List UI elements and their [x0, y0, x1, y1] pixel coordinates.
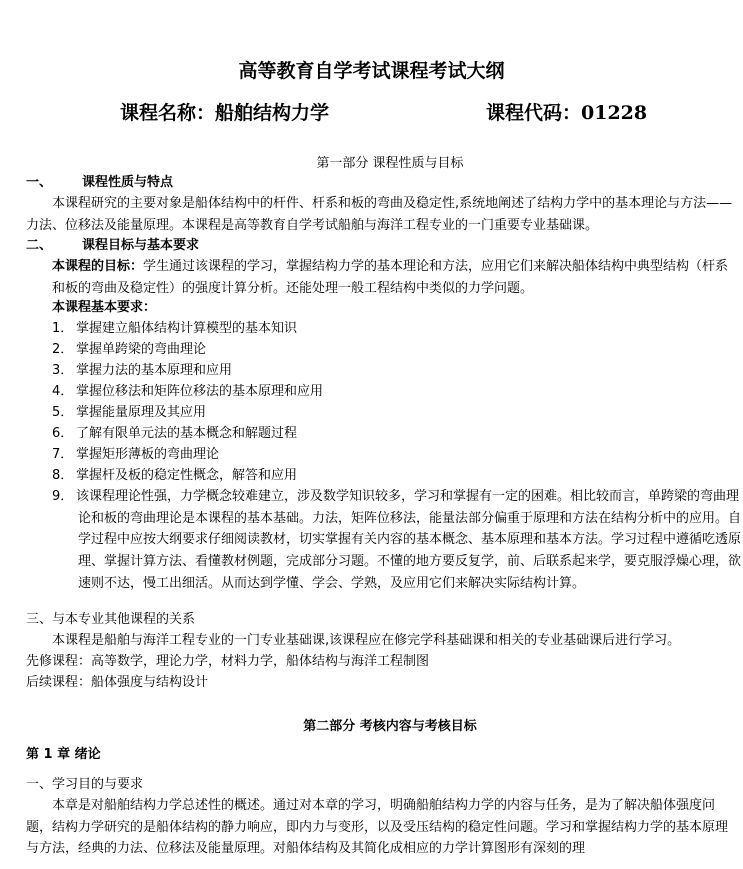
- section3-text: 本课程是船舶与海洋工程专业的一门专业基础课,该课程应在修完学科基础课和相关的专业基础课后进行学习。: [52, 633, 681, 648]
- chapter-title: 第 1 章 绪论: [26, 747, 101, 762]
- document-title: 高等教育自学考试课程考试大纲: [238, 60, 505, 82]
- list-item: 6． 了解有限单元法的基本概念和解题过程: [52, 426, 298, 441]
- section1-number: 一、: [26, 175, 53, 190]
- section1-heading: [26, 172, 173, 193]
- list-item: 2． 掌握单跨梁的弯曲理论: [52, 342, 207, 357]
- list-item: 8． 掌握杆及板的稳定性概念，解答和应用: [52, 468, 298, 483]
- list-item: 7． 掌握矩形薄板的弯曲理论: [52, 447, 220, 462]
- subsection-title: 一、学习目的与要求: [26, 777, 144, 792]
- section2-number: 二、: [26, 238, 53, 253]
- course-goal: [52, 256, 734, 299]
- section3-heading: 三、与本专业其他课程的关系: [26, 612, 196, 627]
- course-name: 课程名称：船舶结构力学: [120, 102, 330, 124]
- subsection-text: 本章是对船舶结构力学总述性的概述。通过对本章的学习，明确船舶结构力学的内容与任务，是为了解决船体强度问题，结构力学研究的是船体结构的静力响应，即内力与变形，以及受压结构的稳定性问题。学习和掌握结构力学的基本原理与方法，经典的力法、位移法及能量原理。对船体结构及其简化成相应的力学计算图形有深刻的理: [26, 798, 729, 857]
- course-code: 课程代码：01228: [486, 102, 648, 124]
- course-goal-label: 本课程的目标：: [52, 259, 144, 274]
- list-item: 1． 掌握建立船体结构计算模型的基本知识: [52, 321, 298, 336]
- list-item: 5． 掌握能量原理及其应用: [52, 405, 207, 420]
- section2-title: 课程目标与基本要求: [82, 238, 200, 253]
- list-item: 3． 掌握力法的基本原理和应用: [52, 363, 233, 378]
- prerequisite-courses: 先修课程：高等数学，理论力学，材料力学，船体结构与海洋工程制图: [26, 654, 430, 669]
- list-item: 4． 掌握位移法和矩阵位移法的基本原理和应用: [52, 384, 324, 399]
- part1-heading: 第一部分 课程性质与目标: [316, 156, 464, 171]
- section1-title: 课程性质与特点: [82, 175, 174, 190]
- list-item: 9． 该课程理论性强，力学概念较难建立，涉及数学知识较多，学习和掌握有一定的困难。相比较而言，单跨梁的弯曲理论和板的弯曲理论是本课程的基本基础。力法，矩阵位移法，能量法部分偏重于原理和方法在结构分析中的应用。自学过程中应按大纲要求仔细阅读教材，切实掌握有关内容的基本概念、基本原理和基本方法。学习过程中遵循吃透原理、掌握计算方法、看懂教材例题，完成部分习题。不懂的地方要反复学，前、后联系起来学，要克服浮燥心理，欲速则不达，慢工出细活。从而达到学懂、学会、学熟，及应用它们来解决实际结构计算。: [52, 489, 742, 591]
- section2-heading: [26, 235, 199, 256]
- followup-courses: 后续课程：船体强度与结构设计: [26, 675, 209, 690]
- section1-text: 本课程研究的主要对象是船体结构中的杆件、杆系和板的弯曲及稳定性,系统地阐述了结构力学中的基本理论与方法——力法、位移法及能量原理。本课程是高等教育自学考试船舶与海洋工程专业的一门重要专业基础课。: [26, 196, 733, 233]
- part2-heading: 第二部分 考核内容与考核目标: [303, 719, 477, 734]
- requirements-list: [52, 318, 742, 595]
- course-header: [0, 98, 743, 124]
- course-goal-text: 学生通过该课程的学习，掌握结构力学的基本理论和方法，应用它们来解决船体结构中典型结构（杆系和板的弯曲及稳定性）的强度计算分析。还能处理一般工程结构中类似的力学问题。: [52, 259, 729, 296]
- requirements-label: 本课程基本要求：: [52, 300, 157, 315]
